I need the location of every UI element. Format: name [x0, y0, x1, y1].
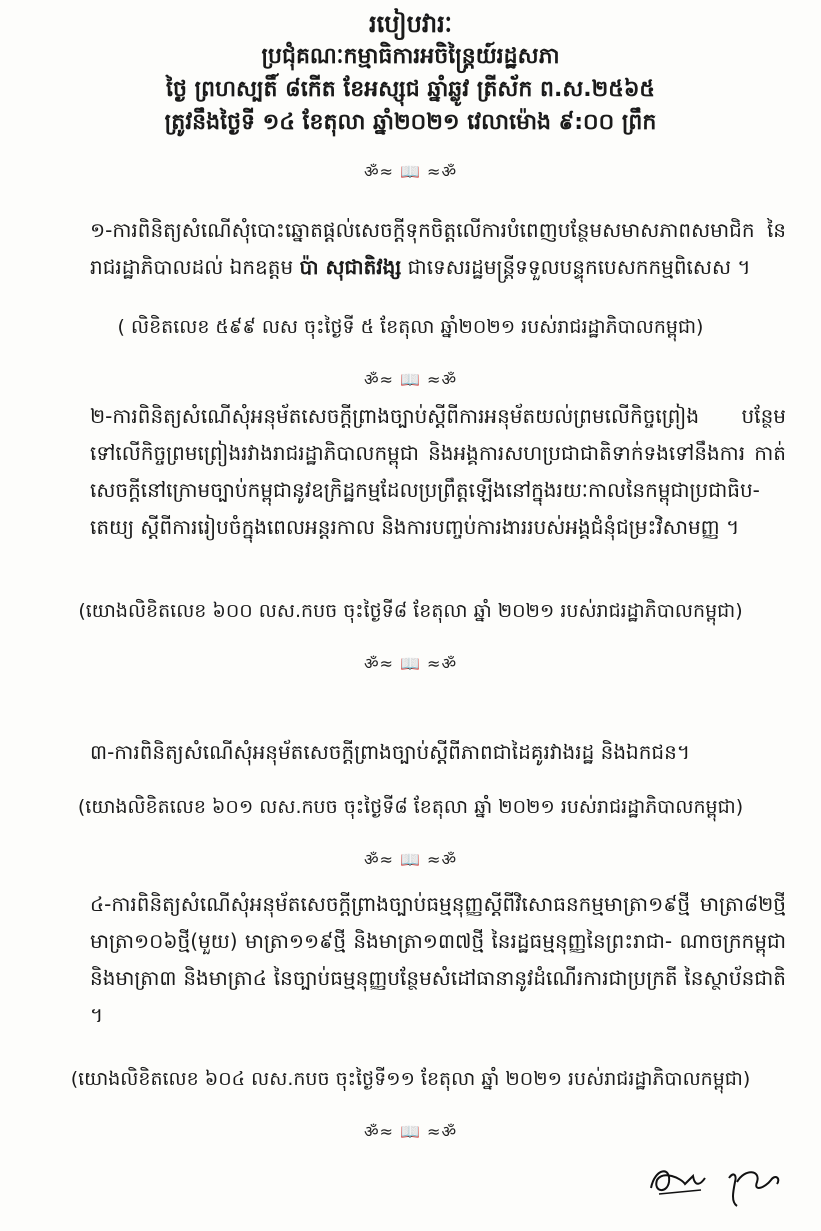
agenda-item-2: [44, 398, 786, 546]
ornament-divider: ॐ≈ 📖 ≈ॐ: [363, 850, 458, 869]
agenda-item-3: [44, 734, 786, 771]
ornament-divider: ॐ≈ 📖 ≈ॐ: [363, 654, 458, 673]
agenda-item-2-text: ២-ការពិនិត្យសំណើសុំអនុម័តសេចក្ដីព្រាងច្បាប់ស្ដីពីការអនុម័តយល់ព្រមលើកិច្ចព្រៀង បន្ថែមទៅលើកិច្ចព្រមព្រៀងរវាងរាជរដ្ឋាភិបាលកម្ពុជា និងអង្គការសហប្រជាជាតិទាក់ទងទៅនឹងការ កាត់សេចក្ដីនៅក្រោមច្បាប់កម្ពុជានូវឧក្រិដ្ឋកម្មដែលប្រព្រឹត្តឡើងនៅក្នុងរយៈកាលនៃកម្ពុជាប្រជាធិប- តេយ្យ ស្ដីពីការរៀបចំក្នុងពេលអន្តរកាល និងការបញ្ចប់ការងាររបស់អង្គជំនុំជម្រះវិសាមញ្ញ ។: [90, 404, 786, 539]
agenda-item-4-text: ៤-ការពិនិត្យសំណើសុំអនុម័តសេចក្ដីព្រាងច្បាប់ធម្មនុញ្ញស្ដីពីវិសោធនកម្មមាត្រា១៩ថ្មី មាត្រា៨២ថ្មី មាត្រា១០៦ថ្មី(មួយ) មាត្រា១១៩ថ្មី និងមាត្រា១៣៧ថ្មី នៃរដ្ឋធម្មនុញ្ញនៃព្រះរាជា- ណាចក្រកម្ពុជា និងមាត្រា៣ និងមាត្រា៤ នៃច្បាប់ធម្មនុញ្ញបន្ថែមសំដៅធានានូវដំណើរការជាប្រក្រតី នៃស្ថាប័នជាតិ ។: [90, 892, 786, 1027]
ornament-divider: ॐ≈ 📖 ≈ॐ: [363, 162, 458, 181]
agenda-item-4-reference: (យោងលិខិតលេខ ៦០៤ លស.កបច ចុះថ្ងៃទី១១ ខែតុលា ឆ្នាំ ២០២១ របស់រាជរដ្ឋាភិបាលកម្ពុជា): [70, 1068, 751, 1090]
ornament-divider: ॐ≈ 📖 ≈ॐ: [363, 370, 458, 389]
document-header: [0, 8, 821, 139]
agenda-item-2-reference: (យោងលិខិតលេខ ៦០០ លស.កបច ចុះថ្ងៃទី៨ ខែតុលា ឆ្នាំ ២០២១ របស់រាជរដ្ឋាភិបាលកម្ពុជា): [78, 600, 743, 622]
agenda-item-1-name: ប៉ា សុជាតិវង្ស: [299, 255, 402, 279]
signature-icon: [641, 1148, 801, 1208]
agenda-title: របៀបវារៈ: [368, 10, 453, 38]
agenda-item-1-reference: ( លិខិតលេខ ៥៩៩ លស ចុះថ្ងៃទី ៥ ខែតុលា ឆ្នាំ២០២១ របស់រាជរដ្ឋាភិបាលកម្ពុជា): [117, 316, 704, 338]
agenda-item-4: [44, 886, 786, 1034]
ornament-divider: ॐ≈ 📖 ≈ॐ: [363, 1122, 458, 1141]
agenda-item-3-reference: (យោងលិខិតលេខ ៦០១ លស.កបច ចុះថ្ងៃទី៨ ខែតុលា ឆ្នាំ ២០២១ របស់រាជរដ្ឋាភិបាលកម្ពុជា): [77, 796, 744, 818]
agenda-item-1: [44, 212, 786, 286]
agenda-item-3-text: ៣-ការពិនិត្យសំណើសុំអនុម័តសេចក្ដីព្រាងច្បាប់ស្ដីពីភាពជាដៃគូរវាងរដ្ឋ និងឯកជន។: [90, 740, 690, 764]
lunar-date: ថ្ងៃ ព្រហស្បតិ៍ ៨កើត ខែអស្សុជ ឆ្នាំឆ្លូវ ត្រីស័ក ព.ស.២៥៦៥: [165, 77, 656, 102]
agenda-item-1-text: ១-ការពិនិត្យសំណើសុំបោះឆ្នោតផ្ដល់សេចក្ដីទុកចិត្តលើការបំពេញបន្ថែមសមាសភាពសមាជិក នៃរាជរដ្ឋាភិបាលដល់ ឯកឧត្ដម: [90, 218, 786, 279]
agenda-item-1-text-end: ជាទេសរដ្ឋមន្ត្រីទទួលបន្ទុកបេសកកម្មពិសេស ។: [401, 255, 751, 279]
solar-date-time: ត្រូវនឹងថ្ងៃទី ១៤ ខែតុលា ឆ្នាំ២០២១ វេលាម៉ោង ៩:០០ ព្រឹក: [164, 110, 657, 135]
meeting-name: ប្រជុំគណៈកម្មាធិការអចិន្ត្រៃយ៍រដ្ឋសភា: [261, 44, 560, 69]
